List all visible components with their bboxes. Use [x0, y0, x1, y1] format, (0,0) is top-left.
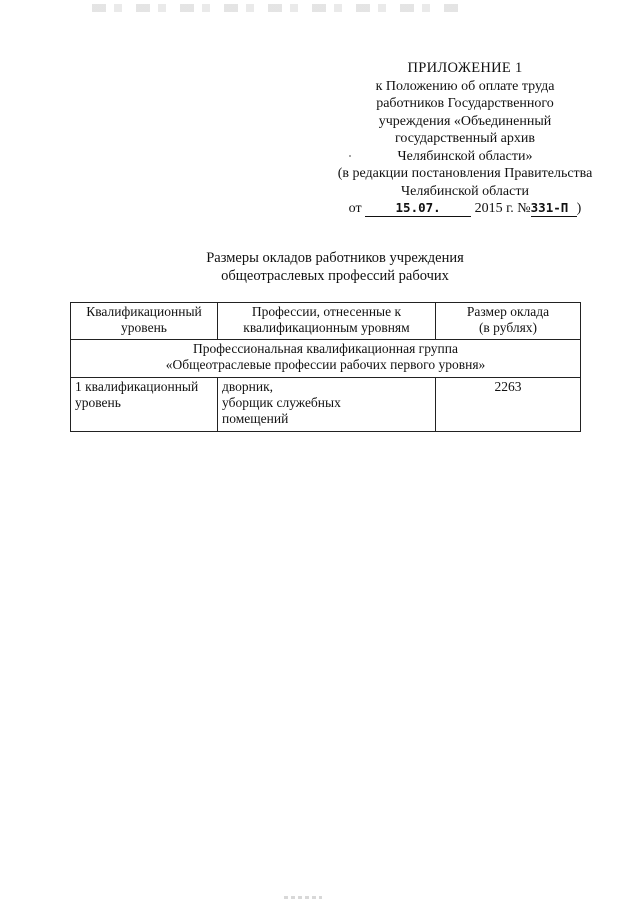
resolution-date-field: 15.07. — [365, 200, 471, 217]
header-text: Квалификационный — [86, 304, 202, 319]
document-title — [150, 250, 520, 285]
header-cell-level — [71, 303, 218, 340]
salary-value: 2263 — [494, 379, 522, 394]
header-cell-professions — [218, 303, 436, 340]
cell-professions — [218, 378, 436, 432]
cell-text: уровень — [75, 395, 121, 410]
header-cell-salary — [436, 303, 581, 340]
salary-table — [70, 302, 581, 432]
cell-salary — [436, 378, 581, 432]
appendix-line: Челябинской области» — [397, 148, 533, 164]
scan-artifact-top — [92, 4, 462, 12]
date-prefix: от — [348, 201, 362, 216]
document-title-line: общеотраслевых профессий рабочих — [221, 267, 449, 284]
scan-dot — [349, 155, 351, 157]
resolution-number-field: 331-П — [531, 200, 577, 217]
appendix-line: Челябинской области — [401, 183, 529, 199]
appendix-line: государственный архив — [395, 131, 535, 146]
year-text: 2015 г. № — [474, 201, 531, 216]
scan-artifact-bottom — [284, 896, 322, 899]
header-text: Размер оклада — [466, 304, 550, 319]
header-text: (в рублях) — [478, 320, 538, 335]
table-header-row — [71, 303, 581, 340]
appendix-line: (в редакции постановления Правительства — [337, 166, 593, 181]
group-title: Профессиональная квалификационная группа — [193, 341, 458, 356]
group-subtitle: «Общеотраслевые профессии рабочих первого уровня» — [165, 357, 486, 372]
closing-paren: ) — [576, 201, 582, 216]
appendix-line: учреждения «Объединенный — [378, 113, 552, 129]
cell-text: 1 квалификационный — [75, 379, 199, 394]
header-text: квалификационным уровням — [243, 320, 410, 335]
table-row — [71, 378, 581, 432]
cell-level — [71, 378, 218, 432]
cell-text: дворник, — [222, 379, 274, 394]
group-row — [71, 340, 581, 378]
cell-text: уборщик служебных — [222, 395, 341, 410]
header-text: Профессии, отнесенные к — [251, 304, 402, 319]
resolution-date-line — [322, 200, 608, 218]
cell-text: помещений — [222, 411, 289, 426]
appendix-line: работников Государственного — [376, 96, 554, 111]
document-title-line: Размеры окладов работников учреждения — [206, 250, 464, 266]
appendix-line: к Положению об оплате труда — [375, 78, 555, 94]
group-cell — [71, 340, 581, 378]
appendix-title: ПРИЛОЖЕНИЕ 1 — [407, 60, 523, 76]
header-text: уровень — [121, 320, 167, 335]
appendix-header — [322, 60, 608, 218]
